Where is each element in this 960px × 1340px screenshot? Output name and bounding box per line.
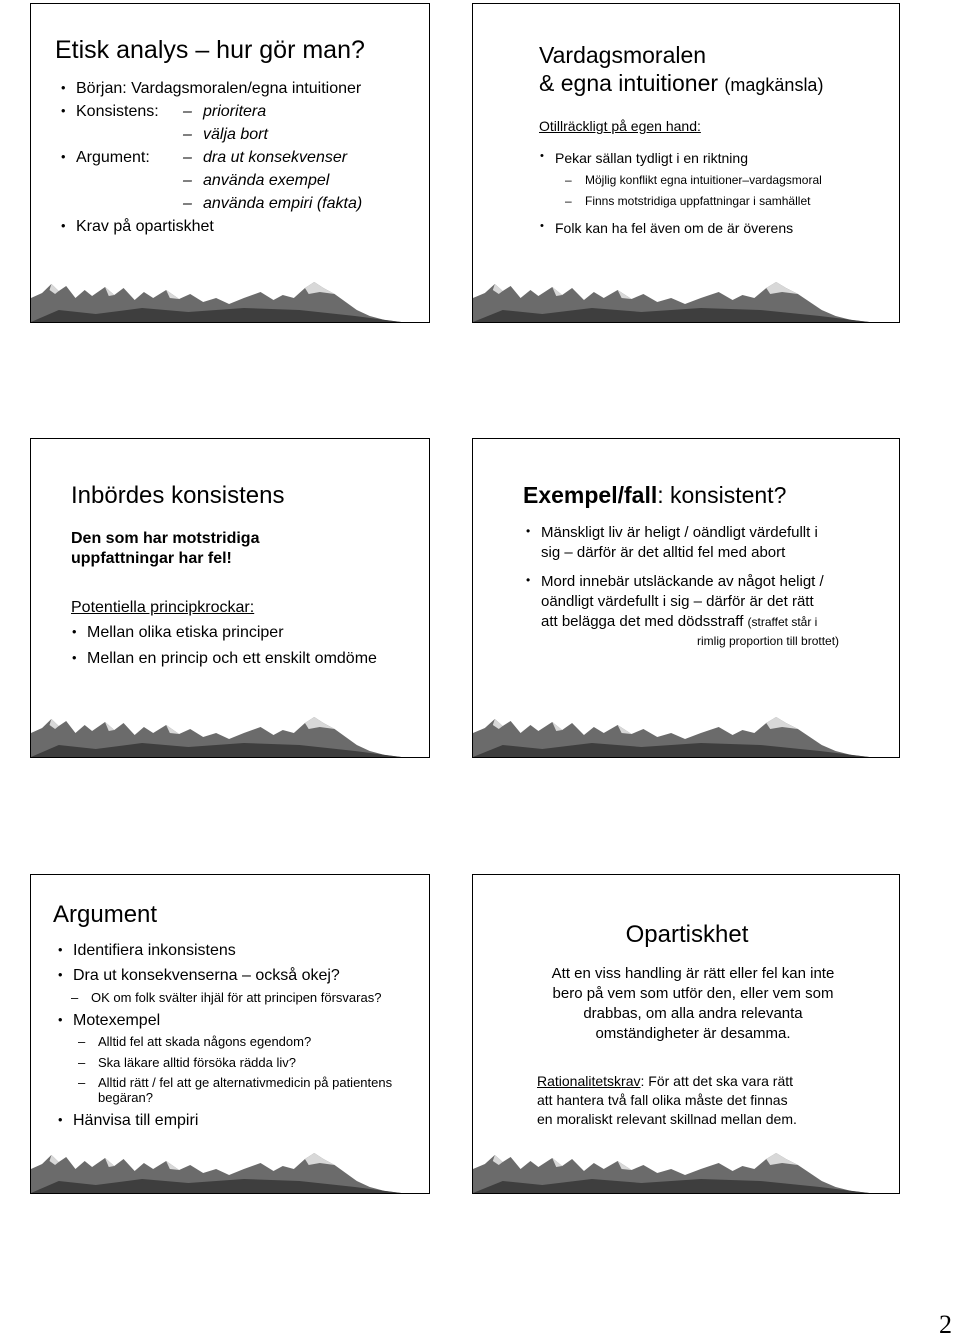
mountain-decoration xyxy=(473,1149,899,1193)
slide-title xyxy=(523,482,786,509)
requirement-text: : För att det ska vara rätt xyxy=(640,1073,794,1089)
bullet-item: • Början: Vardagsmoralen/egna intuitioner xyxy=(76,80,361,98)
bullet-item: • Folk kan ha fel även om de är överens xyxy=(555,220,793,236)
sub-item: – Möjlig konflikt egna intuitioner–vardagsmoral xyxy=(585,173,822,187)
slide-1 xyxy=(30,3,430,323)
sub-item: – Finns motstridiga uppfattningar i samhället xyxy=(585,194,810,208)
requirement-label: Rationalitetskrav xyxy=(537,1073,641,1089)
slide-title: Argument xyxy=(53,901,158,928)
bullet-item: • Mellan olika etiska principer xyxy=(87,624,284,642)
mountain-decoration xyxy=(473,713,899,757)
slide-title: Inbördes konsistens xyxy=(71,482,285,509)
bullet-item: • Mord innebär utsläckande av något heligt / xyxy=(541,573,824,590)
section-heading: Potentiella principkrockar: xyxy=(71,599,255,616)
bullet-item: • Pekar sällan tydligt i en riktning xyxy=(555,150,748,166)
sub-item: – använda exempel xyxy=(203,172,329,190)
section-heading: Otillräckligt på egen hand: xyxy=(539,118,701,134)
sub-item-cont: begäran? xyxy=(98,1090,153,1105)
slide-title-main: & egna intuitioner xyxy=(539,70,719,96)
paragraph-line: bero på vem som utför den, eller vem som xyxy=(552,985,834,1002)
bullet-item: • Dra ut konsekvenserna – också okej? xyxy=(73,967,340,985)
bullet-small-note: (straffet står i xyxy=(747,615,818,629)
bullet-item-cont xyxy=(541,613,817,630)
bullet-item: • Mellan en princip och ett enskilt omdöme xyxy=(87,650,377,668)
slide-title-line1: Vardagsmoralen xyxy=(539,42,707,68)
sub-item: – använda empiri (fakta) xyxy=(203,195,362,213)
slide-title: Opartiskhet xyxy=(625,921,749,948)
bullet-item: • Krav på opartiskhet xyxy=(76,218,214,236)
page-number: 2 xyxy=(939,1310,952,1339)
paragraph-line: Att en viss handling är rätt eller fel kan inte xyxy=(551,965,835,982)
slide-6 xyxy=(472,874,900,1194)
bullet-item-cont: sig – därför är det alltid fel med abort xyxy=(541,544,786,561)
bullet-item-cont: oändligt värdefullt i sig – därför är det rätt xyxy=(541,593,814,610)
sub-item: – dra ut konsekvenser xyxy=(203,149,347,167)
bold-statement-line2: uppfattningar har fel! xyxy=(71,550,232,567)
bullet-item: • Motexempel xyxy=(73,1012,160,1030)
bullet-item: • Identifiera inkonsistens xyxy=(73,942,236,960)
slide-2 xyxy=(472,3,900,323)
bullet-small-note-cont: rimlig proportion till brottet) xyxy=(697,634,840,648)
slide-title-rest: : konsistent? xyxy=(657,482,787,508)
sub-item: – prioritera xyxy=(203,103,266,121)
slide-title-line2 xyxy=(539,70,823,97)
bullet-item: • Konsistens: xyxy=(76,103,159,121)
mountain-decoration xyxy=(31,713,429,757)
bullet-text: att belägga det med dödsstraff xyxy=(541,613,744,630)
paragraph-line: drabbas, om alla andra relevanta xyxy=(583,1005,803,1022)
slide-title-paren: (magkänsla) xyxy=(724,75,824,95)
requirement-line xyxy=(537,1073,793,1089)
bullet-item: • Mänskligt liv är heligt / oändligt värdefullt i xyxy=(541,524,818,541)
slide-4 xyxy=(472,438,900,758)
sub-item: – OK om folk svälter ihjäl för att principen försvaras? xyxy=(91,990,381,1005)
paragraph-line: att hantera två fall olika måste det finnas xyxy=(537,1092,788,1108)
slide-5 xyxy=(30,874,430,1194)
slide-3 xyxy=(30,438,430,758)
sub-item: – välja bort xyxy=(203,126,268,144)
mountain-decoration xyxy=(473,278,899,322)
slide-title-bold: Exempel/fall xyxy=(523,482,658,508)
slide-title: Etisk analys – hur gör man? xyxy=(55,36,365,64)
bullet-item: • Hänvisa till empiri xyxy=(73,1112,198,1130)
paragraph-line: en moraliskt relevant skillnad mellan dem. xyxy=(537,1111,797,1127)
sub-item: – Ska läkare alltid försöka rädda liv? xyxy=(98,1055,296,1070)
sub-item: – Alltid fel att skada någons egendom? xyxy=(98,1034,311,1049)
bullet-item: • Argument: xyxy=(76,149,150,167)
paragraph-line: omständigheter är desamma. xyxy=(595,1025,791,1042)
sub-item: – Alltid rätt / fel att ge alternativmedicin på patientens xyxy=(98,1075,392,1090)
mountain-decoration xyxy=(31,278,429,322)
bold-statement-line1: Den som har motstridiga xyxy=(71,530,260,547)
mountain-decoration xyxy=(31,1149,429,1193)
